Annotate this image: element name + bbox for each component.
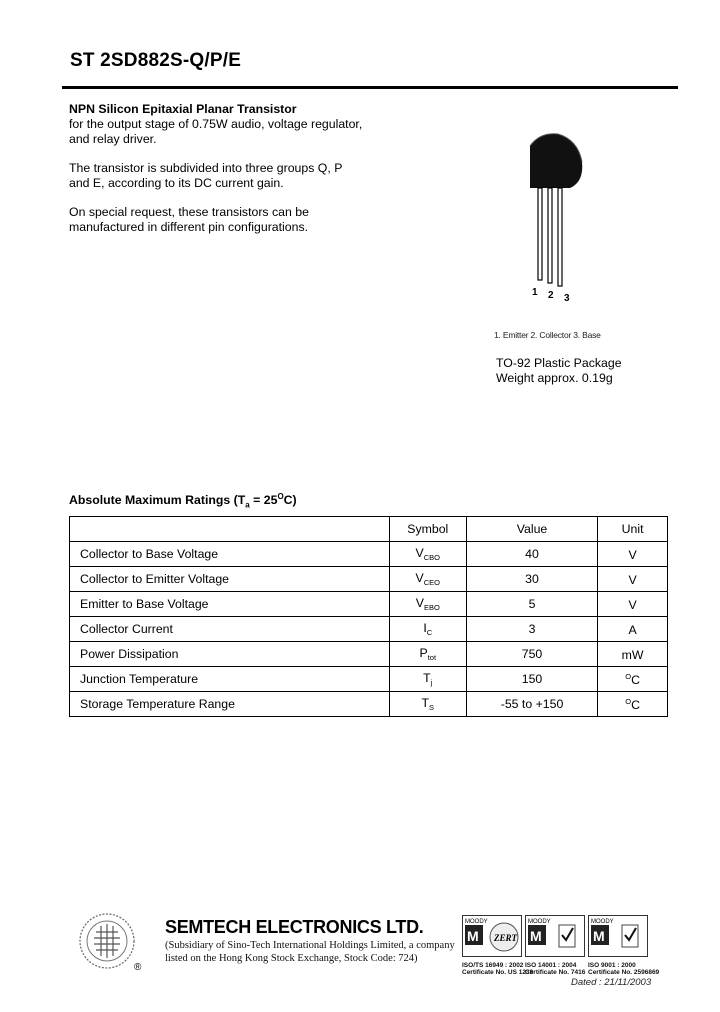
cert-label-2: Certificate No. US 1238 [462, 969, 534, 976]
param-cell: Junction Temperature [70, 667, 390, 692]
ratings-title-suffix: C) [283, 493, 297, 508]
moody-cert-icon [525, 915, 585, 957]
symbol-main: P [419, 646, 428, 660]
table-row [70, 592, 668, 617]
symbol-sub: CBO [423, 553, 440, 562]
symbol-sub: j [430, 678, 433, 687]
unit-main: V [628, 597, 637, 612]
company-name: SEMTECH ELECTRONICS LTD. [165, 917, 424, 937]
symbol-main: V [415, 596, 424, 610]
ratings-title-sub: a [245, 500, 250, 510]
param-cell: Collector to Emitter Voltage [70, 567, 390, 592]
company-logo-icon [76, 910, 138, 972]
unit-cell [598, 592, 668, 617]
cert-label-1: ISO 9001 : 2000 [588, 962, 636, 969]
cert-top-text: MOODY [465, 919, 488, 925]
header-parameter [70, 517, 390, 542]
request-line-1: On special request, these transistors can be [69, 205, 309, 219]
intro-section [69, 102, 389, 249]
value-cell: -55 to +150 [466, 692, 597, 717]
unit-main: mW [621, 647, 644, 662]
symbol-sub: S [429, 703, 435, 712]
pin-2-label: 2 [548, 290, 554, 301]
symbol-main: T [421, 696, 430, 710]
moody-cert-icon [462, 915, 522, 957]
dated-label: Dated : 21/11/2003 [571, 977, 652, 988]
unit-sup: O [625, 671, 632, 681]
header-symbol: Symbol [389, 517, 466, 542]
value-cell: 5 [466, 592, 597, 617]
moody-cert-icon [588, 915, 648, 957]
ratings-title-prefix: Absolute Maximum Ratings (T [69, 493, 246, 508]
symbol-sub: EBO [423, 603, 440, 612]
symbol-main: V [415, 571, 424, 585]
cert-badge-iso9001 [588, 915, 660, 976]
unit-cell [598, 567, 668, 592]
cert-top-text: MOODY [591, 919, 614, 925]
unit-main: A [628, 622, 637, 637]
symbol-cell [389, 642, 466, 667]
header-unit: Unit [598, 517, 668, 542]
cert-label-2: Certificate No. 2596869 [588, 969, 660, 976]
groups-line-1: The transistor is subdivided into three groups Q, P [69, 161, 343, 175]
symbol-cell [389, 592, 466, 617]
pin-3-label: 3 [564, 293, 570, 304]
intro-heading: NPN Silicon Epitaxial Planar Transistor [69, 102, 297, 116]
package-weight: Weight approx. 0.19g [496, 371, 613, 385]
table-row [70, 642, 668, 667]
ratings-title [69, 492, 297, 510]
unit-cell [598, 617, 668, 642]
cert-label-1: ISO/TS 16949 : 2002 [462, 962, 524, 969]
to92-transistor-image [520, 126, 590, 306]
package-type: TO-92 Plastic Package [496, 356, 622, 370]
ratings-title-sup: O [277, 492, 284, 501]
value-cell: 40 [466, 542, 597, 567]
param-cell: Storage Temperature Range [70, 692, 390, 717]
table-row [70, 667, 668, 692]
intro-line-1: for the output stage of 0.75W audio, voltage regulator, [69, 117, 363, 131]
unit-main: V [628, 547, 637, 562]
unit-cell [598, 667, 668, 692]
param-cell: Collector Current [70, 617, 390, 642]
cert-label-2: Certificate No. 7416 [525, 969, 586, 976]
cert-top-text: MOODY [528, 919, 551, 925]
ratings-title-eq: = 25 [249, 493, 278, 508]
symbol-sub: C [426, 628, 433, 637]
table-row [70, 692, 668, 717]
package-info [496, 356, 622, 386]
unit-sup: O [625, 696, 632, 706]
symbol-sub: CEO [423, 578, 440, 587]
svg-text:ZERT: ZERT [494, 933, 518, 943]
subsidiary-line-1: (Subsidiary of Sino-Tech International Holdings Limited, a company [165, 940, 455, 951]
value-cell: 30 [466, 567, 597, 592]
value-cell: 3 [466, 617, 597, 642]
unit-main: C [631, 697, 640, 712]
symbol-cell [389, 617, 466, 642]
svg-text:M: M [593, 928, 605, 944]
param-cell: Power Dissipation [70, 642, 390, 667]
title-rule [62, 86, 678, 89]
company-subsidiary-note [165, 939, 455, 965]
unit-main: V [628, 572, 637, 587]
table-row [70, 542, 668, 567]
cert-badge-ts16949 [462, 915, 534, 976]
cert-label-1: ISO 14001 : 2004 [525, 962, 577, 969]
cert-badge-iso14001 [525, 915, 585, 976]
groups-line-2: and E, according to its DC current gain. [69, 176, 284, 190]
unit-cell [598, 642, 668, 667]
symbol-sub: tot [427, 653, 437, 662]
subsidiary-line-2: listed on the Hong Kong Stock Exchange, Stock Code: 724) [165, 953, 418, 964]
table-row [70, 617, 668, 642]
table-row [70, 567, 668, 592]
table-header-row [70, 517, 668, 542]
symbol-cell [389, 567, 466, 592]
intro-line-2: and relay driver. [69, 132, 157, 146]
unit-cell [598, 542, 668, 567]
symbol-cell [389, 667, 466, 692]
request-line-2: manufactured in different pin configurations. [69, 220, 309, 234]
symbol-main: V [415, 546, 424, 560]
pin-legend: 1. Emitter 2. Collector 3. Base [494, 330, 601, 340]
symbol-main: I [423, 621, 427, 635]
param-cell: Emitter to Base Voltage [70, 592, 390, 617]
unit-cell [598, 692, 668, 717]
param-cell: Collector to Base Voltage [70, 542, 390, 567]
header-value: Value [466, 517, 597, 542]
value-cell: 150 [466, 667, 597, 692]
symbol-cell [389, 692, 466, 717]
symbol-main: T [423, 671, 431, 685]
ratings-table [69, 516, 668, 717]
svg-text:M: M [530, 928, 542, 944]
registered-mark: ® [134, 962, 142, 973]
pin-1-label: 1 [532, 287, 538, 298]
symbol-cell [389, 542, 466, 567]
value-cell: 750 [466, 642, 597, 667]
document-title: ST 2SD882S-Q/P/E [70, 50, 242, 71]
unit-main: C [631, 672, 640, 687]
svg-text:M: M [467, 928, 479, 944]
